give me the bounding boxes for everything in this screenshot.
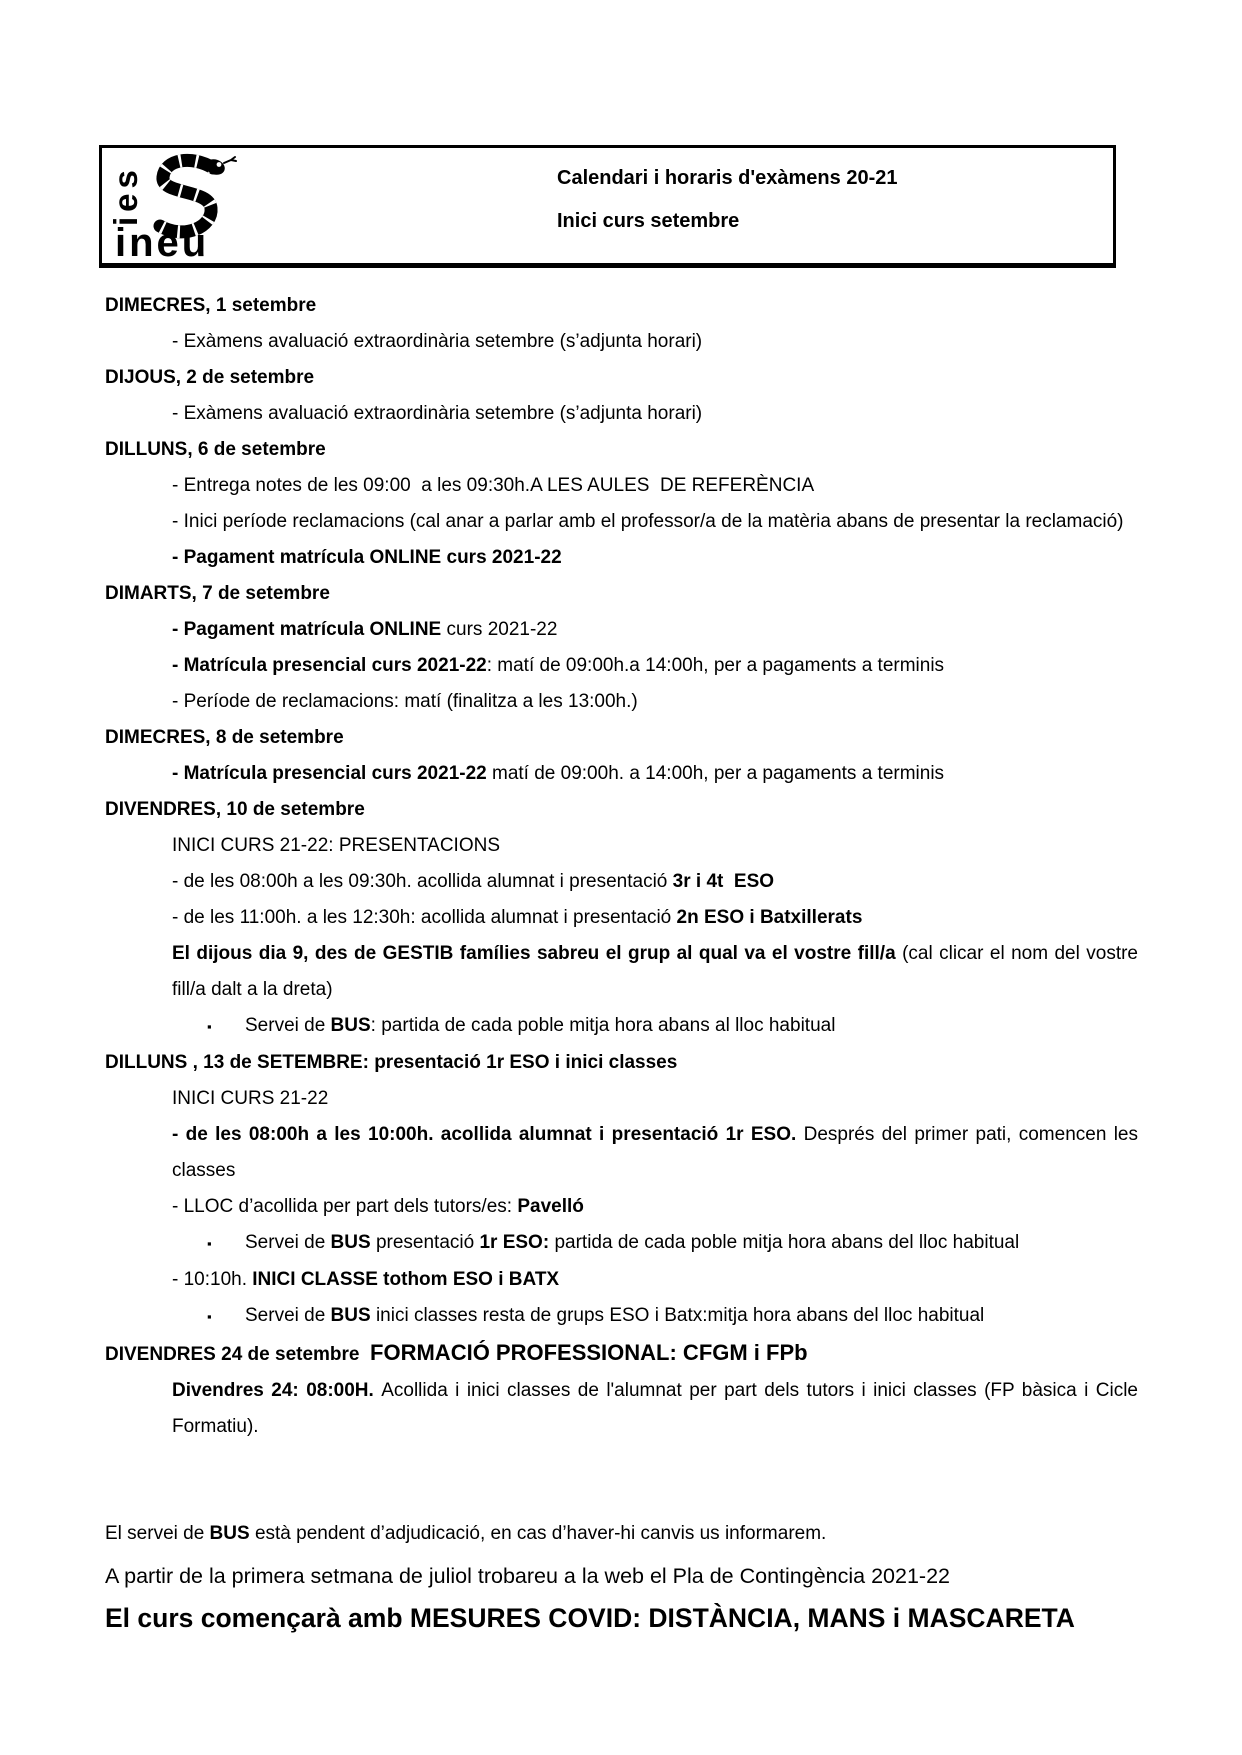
text-run: - Pagament matrícula ONLINE curs 2021-22 bbox=[172, 547, 562, 568]
text-run: - 10:10h. bbox=[172, 1269, 253, 1290]
text-run: : partida de cada poble mitja hora abans al lloc habitual bbox=[370, 1015, 836, 1036]
bus-note bbox=[105, 1514, 1140, 1554]
ies-sineu-logo-icon bbox=[110, 152, 240, 264]
schedule-item bbox=[172, 504, 1138, 540]
bullet-marker: ▪ bbox=[207, 1019, 212, 1034]
text-run: El servei de bbox=[105, 1523, 210, 1544]
text-run: El dijous dia 9, des de GESTIB famílies sabreu el grup al qual va el vostre fill/a bbox=[172, 943, 903, 964]
schedule-item bbox=[172, 540, 1138, 576]
text-run: (cal clicar el nom del vostre fill/a dalt a la dreta) bbox=[172, 943, 1144, 1000]
logo-vertical-text: ies bbox=[110, 165, 144, 226]
text-run: - de les 11:00h. a les 12:30h: acollida alumnat i presentació bbox=[172, 907, 677, 928]
text-run: - de les 08:00h a les 09:30h. acollida alumnat i presentació bbox=[172, 871, 673, 892]
text-run: A partir de la primera setmana de juliol trobareu a la web el Pla de Contingència 2021-22 bbox=[105, 1564, 950, 1588]
text-run: presentació bbox=[370, 1232, 480, 1253]
bullet-marker: ▪ bbox=[207, 1309, 212, 1324]
day-heading bbox=[105, 1045, 1138, 1081]
text-run: Pavelló bbox=[517, 1196, 584, 1217]
schedule-item bbox=[172, 900, 1138, 936]
text-run: inici classes resta de grups ESO i Batx:mitja hora abans del lloc habitual bbox=[370, 1305, 985, 1326]
schedule-item bbox=[172, 468, 1138, 504]
text-run: Divendres 24: 08:00H. bbox=[172, 1380, 382, 1401]
schedule-item bbox=[172, 828, 1138, 864]
text-run: - Exàmens avaluació extraordinària setembre (s’adjunta horari) bbox=[172, 331, 703, 352]
text-run: - LLOC d’acollida per part dels tutors/es: bbox=[172, 1196, 518, 1217]
text-run: BUS bbox=[209, 1523, 250, 1544]
schedule-item bbox=[172, 1081, 1138, 1117]
text-run: Acollida i inici classes de l'alumnat per part dels tutors i inici classes (FP bàsica i Cicle Formatiu). bbox=[172, 1380, 1144, 1437]
text-run: DIVENDRES 24 de setembre bbox=[105, 1344, 371, 1365]
schedule-item bbox=[172, 756, 1138, 792]
schedule-item bbox=[172, 396, 1138, 432]
text-run: - Entrega notes de les 09:00 a les 09:30h.A LES AULES DE REFERÈNCIA bbox=[172, 475, 815, 496]
header-titles bbox=[557, 157, 897, 243]
text-run: 3r i 4t ESO bbox=[672, 871, 775, 892]
text-run: Després del primer pati, comencen les classes bbox=[172, 1124, 1144, 1181]
schedule-item bbox=[172, 324, 1138, 360]
schedule-item bbox=[172, 612, 1138, 648]
text-run: BUS bbox=[330, 1305, 371, 1326]
text-run: DIMARTS, 7 de setembre bbox=[105, 583, 330, 604]
text-run: partida de cada poble mitja hora abans del lloc habitual bbox=[549, 1232, 1020, 1253]
schedule-item bbox=[172, 936, 1144, 1008]
header-box bbox=[99, 145, 1116, 268]
text-run: curs 2021-22 bbox=[446, 619, 558, 640]
day-heading bbox=[105, 720, 1138, 756]
covid-notice bbox=[105, 1598, 1140, 1638]
schedule-item bbox=[172, 648, 1138, 684]
text-run: - Matrícula presencial curs 2021-22 bbox=[172, 655, 487, 676]
bullet-item bbox=[207, 1008, 1138, 1045]
text-run: INICI CLASSE tothom ESO i BATX bbox=[252, 1269, 560, 1290]
document-title: Calendari i horaris d'exàmens 20-21 bbox=[557, 167, 898, 189]
text-run: està pendent d’adjudicació, en cas d’haver-hi canvis us informarem. bbox=[249, 1523, 827, 1544]
text-run: Servei de bbox=[245, 1232, 331, 1253]
document-subtitle: Inici curs setembre bbox=[557, 210, 740, 232]
text-run: El curs començarà amb MESURES COVID: DISTÀNCIA, MANS i MASCARETA bbox=[105, 1603, 1075, 1633]
schedule-item bbox=[172, 1189, 1138, 1225]
day-heading bbox=[105, 360, 1138, 396]
text-run: matí de 09:00h. a 14:00h, per a pagaments a terminis bbox=[492, 763, 945, 784]
text-run: DILLUNS, 6 de setembre bbox=[105, 439, 326, 460]
day-heading bbox=[105, 1335, 1138, 1373]
schedule-item bbox=[172, 1117, 1144, 1189]
bullet-item bbox=[207, 1298, 1138, 1335]
logo-bottom-text: ineu bbox=[115, 221, 210, 264]
text-run: 1r ESO: bbox=[479, 1232, 550, 1253]
text-run: FORMACIÓ PROFESSIONAL: CFGM i FPb bbox=[370, 1340, 808, 1365]
text-run: DIVENDRES, 10 de setembre bbox=[105, 799, 365, 820]
day-heading bbox=[105, 432, 1138, 468]
schedule-item bbox=[172, 1373, 1144, 1445]
text-run: Servei de bbox=[245, 1015, 331, 1036]
bullet-marker: ▪ bbox=[207, 1236, 212, 1251]
text-run: - de les 08:00h a les 10:00h. acollida alumnat i presentació 1r ESO. bbox=[172, 1124, 804, 1145]
text-run: BUS bbox=[330, 1232, 371, 1253]
text-run: 2n ESO i Batxillerats bbox=[676, 907, 863, 928]
day-heading bbox=[105, 576, 1138, 612]
schedule-content bbox=[105, 288, 1144, 1445]
text-run: DIJOUS, 2 de setembre bbox=[105, 367, 315, 388]
text-run: - Inici període reclamacions (cal anar a parlar amb el professor/a de la matèria abans de presentar la reclamació) bbox=[172, 511, 1124, 532]
schedule-item bbox=[172, 1262, 1138, 1298]
text-run: DIMECRES, 1 setembre bbox=[105, 295, 317, 316]
text-run: - Matrícula presencial curs 2021-22 bbox=[172, 763, 492, 784]
schedule-item bbox=[172, 684, 1138, 720]
day-heading bbox=[105, 792, 1138, 828]
text-run: - Pagament matrícula ONLINE bbox=[172, 619, 447, 640]
text-run: - Exàmens avaluació extraordinària setembre (s’adjunta horari) bbox=[172, 403, 703, 424]
text-run: : matí de 09:00h.a 14:00h, per a pagaments a terminis bbox=[486, 655, 945, 676]
text-run: INICI CURS 21-22 bbox=[172, 1088, 329, 1109]
text-run: DIMECRES, 8 de setembre bbox=[105, 727, 344, 748]
text-run: DILLUNS , 13 de SETEMBRE: presentació 1r ESO i inici classes bbox=[105, 1052, 678, 1073]
text-run: BUS bbox=[330, 1015, 371, 1036]
text-run: Servei de bbox=[245, 1305, 331, 1326]
contingency-note bbox=[105, 1556, 1140, 1596]
bullet-item bbox=[207, 1225, 1138, 1262]
text-run: INICI CURS 21-22: PRESENTACIONS bbox=[172, 835, 501, 856]
schedule-item bbox=[172, 864, 1138, 900]
school-logo bbox=[110, 152, 240, 264]
text-run: - Període de reclamacions: matí (finalitza a les 13:00h.) bbox=[172, 691, 638, 712]
day-heading bbox=[105, 288, 1138, 324]
footer-notes bbox=[105, 1476, 1140, 1638]
